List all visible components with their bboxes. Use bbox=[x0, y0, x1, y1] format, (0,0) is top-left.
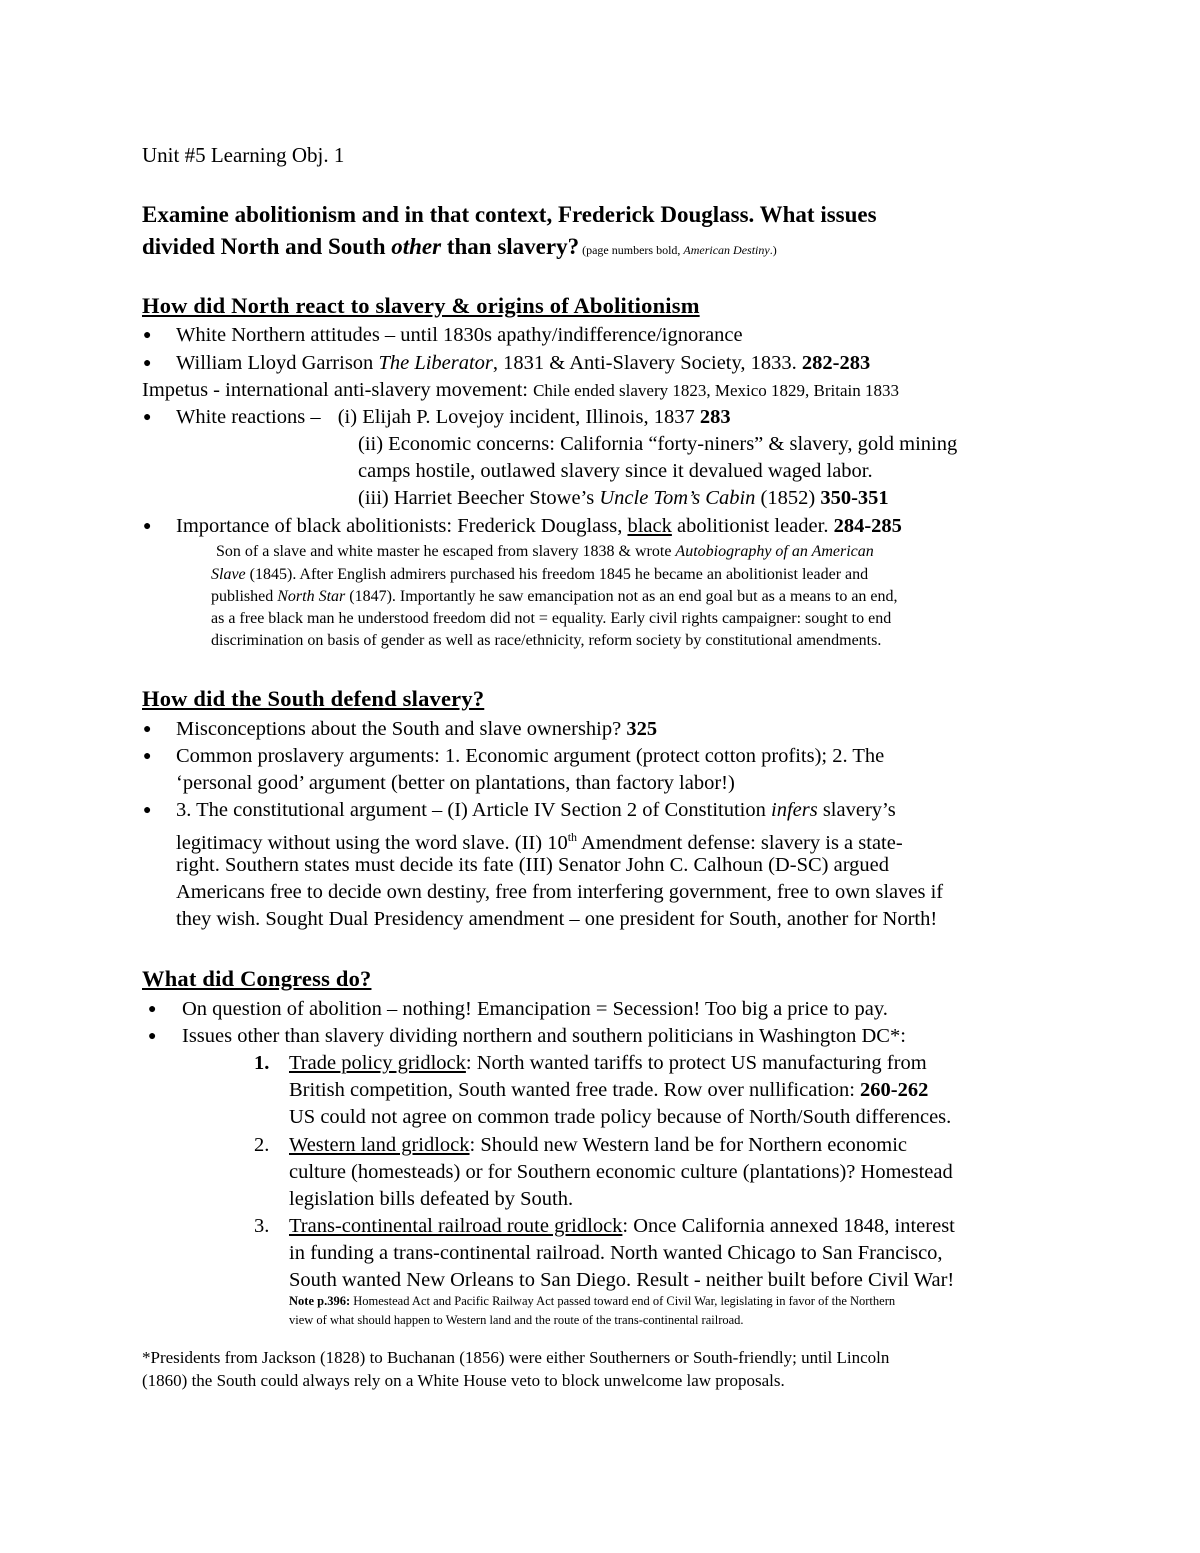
douglass-paragraph: as a free black man he understood freedom did not = equality. Early civil rights campaigner: sought to end bbox=[211, 610, 892, 627]
list-number: 3. bbox=[254, 1215, 270, 1237]
bullet-icon: ● bbox=[148, 1002, 157, 1017]
page-ref: 282-283 bbox=[801, 352, 871, 374]
list-item: White Northern attitudes – until 1830s apathy/indifference/ignorance bbox=[176, 324, 743, 346]
numbered-item-continued: legislation bills defeated by South. bbox=[289, 1188, 574, 1210]
section-heading-congress: What did Congress do? bbox=[142, 966, 372, 991]
list-item-continued: they wish. Sought Dual Presidency amendment – one president for South, another for North! bbox=[176, 908, 938, 930]
numbered-item: Trade policy gridlock: North wanted tariffs to protect US manufacturing from bbox=[289, 1052, 927, 1074]
bullet-icon: ● bbox=[148, 1029, 157, 1044]
list-item-continued: legitimacy without using the word slave. (II) 10th Amendment defense: slavery is a state- bbox=[176, 830, 903, 854]
section-heading-north: How did North react to slavery & origins of Abolitionism bbox=[142, 293, 700, 318]
numbered-item: Trans-continental railroad route gridlock: Once California annexed 1848, interest bbox=[289, 1215, 955, 1237]
bullet-icon: ● bbox=[143, 722, 152, 737]
note-line: Note p.396: Homestead Act and Pacific Railway Act passed toward end of Civil War, legislating in favor of the Northern bbox=[289, 1294, 896, 1308]
list-item-continued: ‘personal good’ argument (better on plantations, than factory labor!) bbox=[176, 772, 735, 794]
list-item: Importance of black abolitionists: Frederick Douglass, black abolitionist leader. 284-285 bbox=[176, 515, 902, 537]
page-ref: 283 bbox=[699, 406, 731, 428]
objective-line-2: divided North and South bbox=[142, 234, 392, 259]
list-item-continued: right. Southern states must decide its fate (III) Senator John C. Calhoun (D-SC) argued bbox=[176, 854, 889, 876]
page-ref: 350-351 bbox=[820, 487, 889, 509]
footnote: *Presidents from Jackson (1828) to Buchanan (1856) were either Southerners or South-friendly; until Lincoln bbox=[142, 1348, 890, 1367]
learning-objective bbox=[142, 199, 1062, 266]
bullet-icon: ● bbox=[143, 519, 152, 534]
douglass-paragraph: discrimination on basis of gender as well as race/ethnicity, reform society by constitutional amendments. bbox=[211, 632, 882, 649]
bullet-icon: ● bbox=[143, 749, 152, 764]
douglass-paragraph: published North Star (1847). Importantly he saw emancipation not as an end goal but as a means to an end, bbox=[211, 588, 898, 605]
list-item: 3. The constitutional argument – (I) Article IV Section 2 of Constitution infers slavery’s bbox=[176, 799, 896, 821]
page-ref: 325 bbox=[626, 718, 658, 740]
douglass-paragraph: Son of a slave and white master he escaped from slavery 1838 & wrote Autobiography of an American bbox=[216, 543, 874, 560]
numbered-item-continued: South wanted New Orleans to San Diego. Result - neither built before Civil War! bbox=[289, 1269, 955, 1291]
numbered-item-continued: British competition, South wanted free trade. Row over nullification: 260-262 bbox=[289, 1079, 929, 1101]
page-ref: 284-285 bbox=[833, 515, 902, 537]
numbered-item-continued: US could not agree on common trade policy because of North/South differences. bbox=[289, 1106, 952, 1128]
list-item-continued: camps hostile, outlawed slavery since it devalued waged labor. bbox=[358, 460, 873, 482]
list-item: On question of abolition – nothing! Emancipation = Secession! Too big a price to pay. bbox=[182, 998, 888, 1020]
bullet-icon: ● bbox=[143, 328, 152, 343]
numbered-item-continued: culture (homesteads) or for Southern economic culture (plantations)? Homestead bbox=[289, 1161, 953, 1183]
list-item-continued: (ii) Economic concerns: California “forty-niners” & slavery, gold mining bbox=[358, 433, 958, 455]
section-heading-south: How did the South defend slavery? bbox=[142, 686, 485, 711]
page-ref: 260-262 bbox=[860, 1079, 929, 1101]
list-number: 2. bbox=[254, 1134, 270, 1156]
bullet-icon: ● bbox=[143, 803, 152, 818]
list-item-continued: Americans free to decide own destiny, free from interfering government, free to own slaves if bbox=[176, 881, 944, 903]
douglass-paragraph: Slave (1845). After English admirers purchased his freedom 1845 he became an abolitionist leader and bbox=[211, 566, 869, 583]
numbered-item: Western land gridlock: Should new Western land be for Northern economic bbox=[289, 1134, 907, 1156]
objective-line-2-end: than slavery? bbox=[441, 234, 580, 259]
objective-emphasis: other bbox=[391, 234, 442, 259]
list-item: White reactions – (i) Elijah P. Lovejoy incident, Illinois, 1837 283 bbox=[176, 406, 731, 428]
objective-note: (page numbers bold, American Destiny.) bbox=[579, 243, 777, 257]
impetus-line: Impetus - international anti-slavery movement: Chile ended slavery 1823, Mexico 1829, Britain 1833 bbox=[142, 379, 900, 401]
list-item: William Lloyd Garrison The Liberator, 1831 & Anti-Slavery Society, 1833. 282-283 bbox=[176, 352, 871, 374]
list-number: 1. bbox=[254, 1052, 270, 1074]
list-item: Common proslavery arguments: 1. Economic argument (protect cotton profits); 2. The bbox=[176, 745, 885, 767]
bullet-icon: ● bbox=[143, 356, 152, 371]
note-line: view of what should happen to Western land and the route of the trans-continental railroad. bbox=[289, 1313, 744, 1327]
numbered-item-continued: in funding a trans-continental railroad. North wanted Chicago to San Francisco, bbox=[289, 1242, 943, 1264]
list-item: Misconceptions about the South and slave ownership? 325 bbox=[176, 718, 658, 740]
unit-title: Unit #5 Learning Obj. 1 bbox=[142, 143, 345, 167]
objective-line-1: Examine abolitionism and in that context, Frederick Douglass. What issues bbox=[142, 202, 877, 227]
list-item-continued: (iii) Harriet Beecher Stowe’s Uncle Tom’s Cabin (1852) 350-351 bbox=[358, 487, 889, 509]
list-item: Issues other than slavery dividing northern and southern politicians in Washington DC*: bbox=[182, 1025, 906, 1047]
bullet-icon: ● bbox=[143, 410, 152, 425]
footnote: (1860) the South could always rely on a White House veto to block unwelcome law proposals. bbox=[142, 1371, 785, 1390]
